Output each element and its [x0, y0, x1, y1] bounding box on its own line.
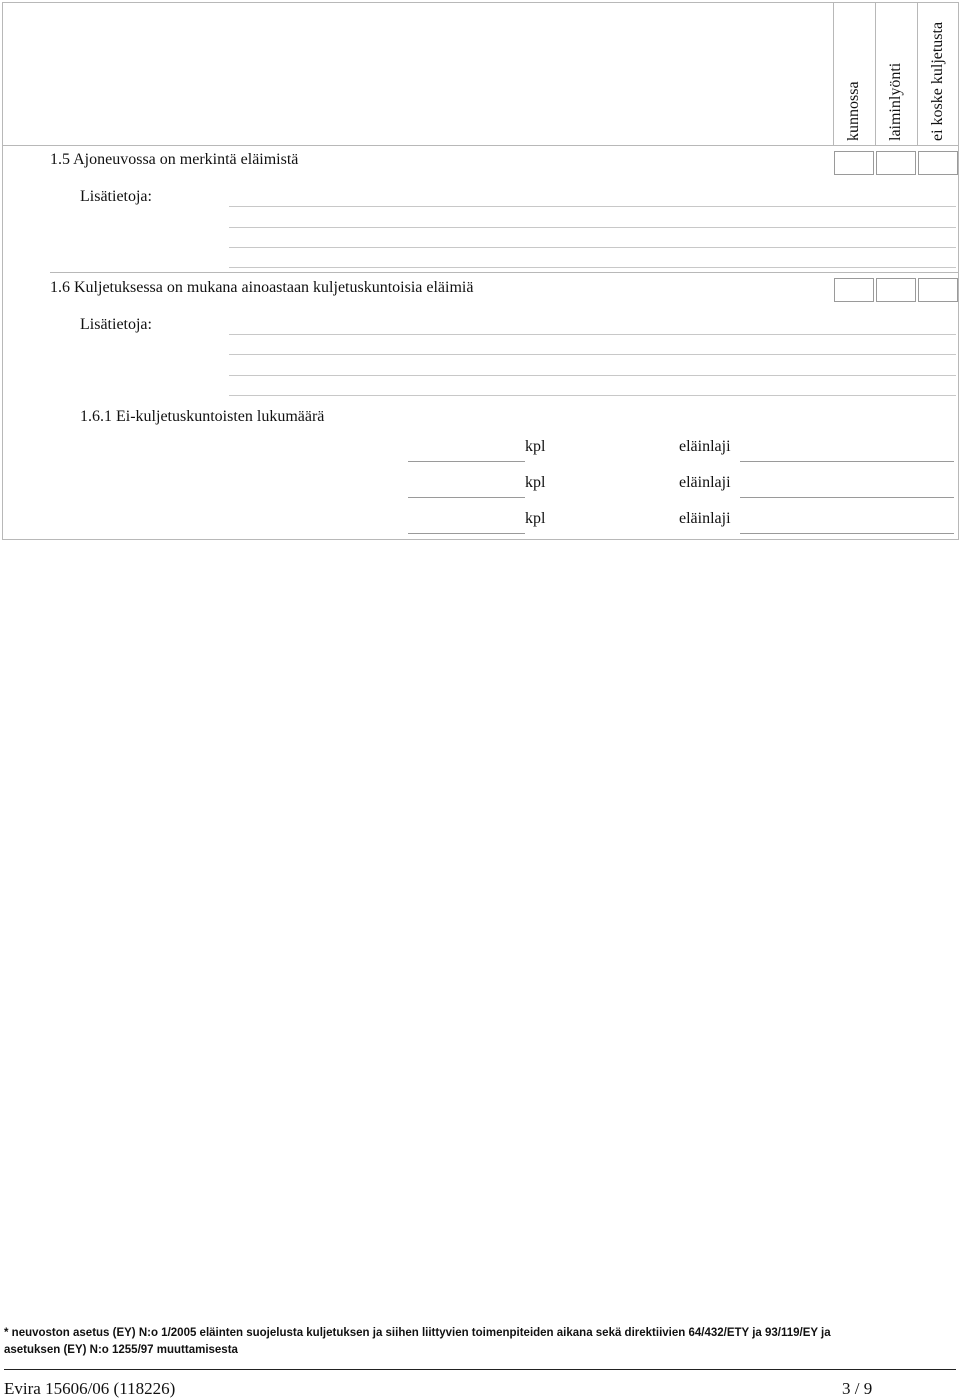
count-unit-label: kpl — [525, 438, 546, 455]
item-1-5-checkbox-not-applicable[interactable] — [918, 151, 958, 175]
item-1-6-checkbox-neglect[interactable] — [876, 278, 916, 302]
count-field[interactable] — [408, 461, 525, 462]
species-label: eläinlaji — [679, 438, 731, 455]
item-1-5-checkbox-neglect[interactable] — [876, 151, 916, 175]
item-1-6-info-line[interactable] — [229, 334, 956, 335]
item-divider — [50, 272, 959, 273]
item-1-5-info-line[interactable] — [229, 227, 956, 228]
count-unit-label: kpl — [525, 510, 546, 527]
item-1-5-info-line[interactable] — [229, 267, 956, 268]
item-1-6-title: 1.6 Kuljetuksessa on mukana ainoastaan kuljetuskuntoisia eläimiä — [50, 279, 474, 296]
item-1-6-info-line[interactable] — [229, 375, 956, 376]
item-1-5-info-line[interactable] — [229, 247, 956, 248]
page-number: 3 / 9 — [842, 1379, 873, 1398]
subitem-1-6-1-title: 1.6.1 Ei-kuljetuskuntoisten lukumäärä — [80, 408, 325, 425]
item-1-6-checkbox-ok[interactable] — [834, 278, 874, 302]
item-1-6-info-line[interactable] — [229, 354, 956, 355]
column-divider — [917, 2, 918, 145]
column-divider — [833, 2, 834, 145]
item-1-5-checkbox-ok[interactable] — [834, 151, 874, 175]
item-1-5-more-label: Lisätietoja: — [80, 188, 152, 205]
column-header-not-applicable: ei koske kuljetusta — [929, 21, 946, 141]
species-label: eläinlaji — [679, 510, 731, 527]
footnote-line-2: asetuksen (EY) N:o 1255/97 muuttamisesta — [4, 1344, 238, 1356]
column-divider — [875, 2, 876, 145]
count-field[interactable] — [408, 497, 525, 498]
footnote-line-1: * neuvoston asetus (EY) N:o 1/2005 eläinten suojelusta kuljetuksen ja siihen liittyvien toimenpiteiden aikana sekä direktiivien 64/432/ETY ja 93/119/EY ja — [4, 1327, 831, 1339]
species-label: eläinlaji — [679, 474, 731, 491]
item-1-5-title: 1.5 Ajoneuvossa on merkintä eläimistä — [50, 151, 299, 168]
count-field[interactable] — [408, 533, 525, 534]
species-field[interactable] — [740, 497, 954, 498]
count-unit-label: kpl — [525, 474, 546, 491]
item-1-6-checkbox-not-applicable[interactable] — [918, 278, 958, 302]
header-divider — [2, 145, 959, 146]
column-header-ok: kunnossa — [845, 81, 862, 141]
species-field[interactable] — [740, 533, 954, 534]
species-field[interactable] — [740, 461, 954, 462]
item-1-6-more-label: Lisätietoja: — [80, 316, 152, 333]
column-header-neglect: laiminlyönti — [887, 62, 904, 141]
footer-rule — [4, 1369, 956, 1370]
form-frame — [2, 2, 959, 540]
item-1-6-info-line[interactable] — [229, 395, 956, 396]
document-id: Evira 15606/06 (118226) — [4, 1379, 176, 1398]
item-1-5-info-line[interactable] — [229, 206, 956, 207]
